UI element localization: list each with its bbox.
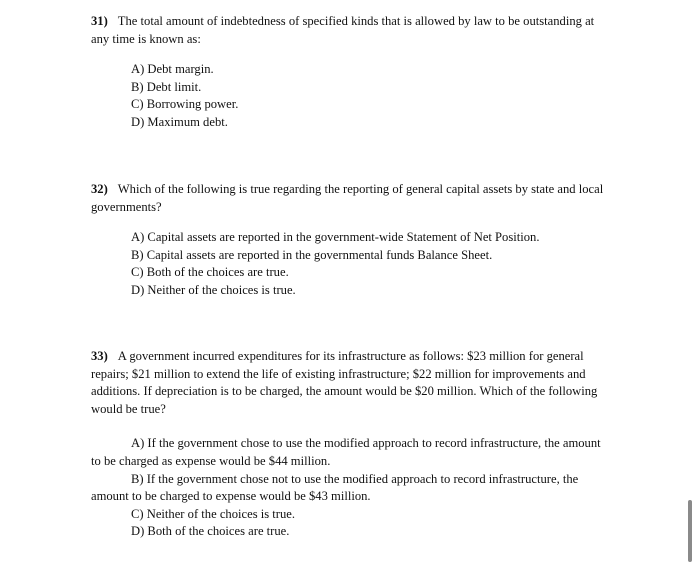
- option-c: C) Both of the choices are true.: [131, 265, 289, 280]
- option-b: B) Debt limit.: [131, 79, 202, 94]
- question-stem: [91, 181, 611, 216]
- vertical-scrollbar[interactable]: [688, 500, 692, 562]
- question-text: The total amount of indebtedness of specified kinds that is allowed by law to be outstanding at any time is known as:: [91, 14, 595, 46]
- question-stem: [91, 348, 611, 418]
- answer-options: [91, 229, 611, 299]
- option-b: B) Capital assets are reported in the governmental funds Balance Sheet.: [131, 247, 493, 262]
- answer-options: [91, 61, 611, 131]
- option-a: A) If the government chose to use the modified approach to record infrastructure, the amount to be charged as expense would be $44 million.: [91, 436, 601, 468]
- question-number: 33): [91, 349, 108, 363]
- question-number: 32): [91, 182, 108, 196]
- question-text: A government incurred expenditures for its infrastructure as follows: $23 million for general repairs; $21 million to extend the life of existing infrastructure; $22 million for improvements and additions. If depreciation is to be charged, the amount would be $20 million. Which of the following would be true?: [91, 349, 598, 416]
- option-d: D) Neither of the choices is true.: [131, 282, 296, 297]
- question-31: [91, 13, 611, 132]
- question-text: Which of the following is true regarding the reporting of general capital assets by state and local governments?: [91, 182, 604, 214]
- option-c: C) Borrowing power.: [131, 97, 239, 112]
- option-d: D) Maximum debt.: [131, 114, 228, 129]
- question-stem: [91, 13, 611, 48]
- option-c: C) Neither of the choices is true.: [131, 506, 296, 521]
- option-a: A) Capital assets are reported in the government-wide Statement of Net Position.: [131, 230, 540, 245]
- option-d: D) Both of the choices are true.: [131, 524, 290, 539]
- option-a: A) Debt margin.: [131, 62, 214, 77]
- option-b: B) If the government chose not to use the modified approach to record infrastructure, the amount to be charged to expense would be $43 million.: [91, 471, 579, 504]
- answer-options: [91, 435, 611, 541]
- question-33: [91, 348, 611, 541]
- question-number: 31): [91, 14, 108, 28]
- question-32: [91, 181, 611, 300]
